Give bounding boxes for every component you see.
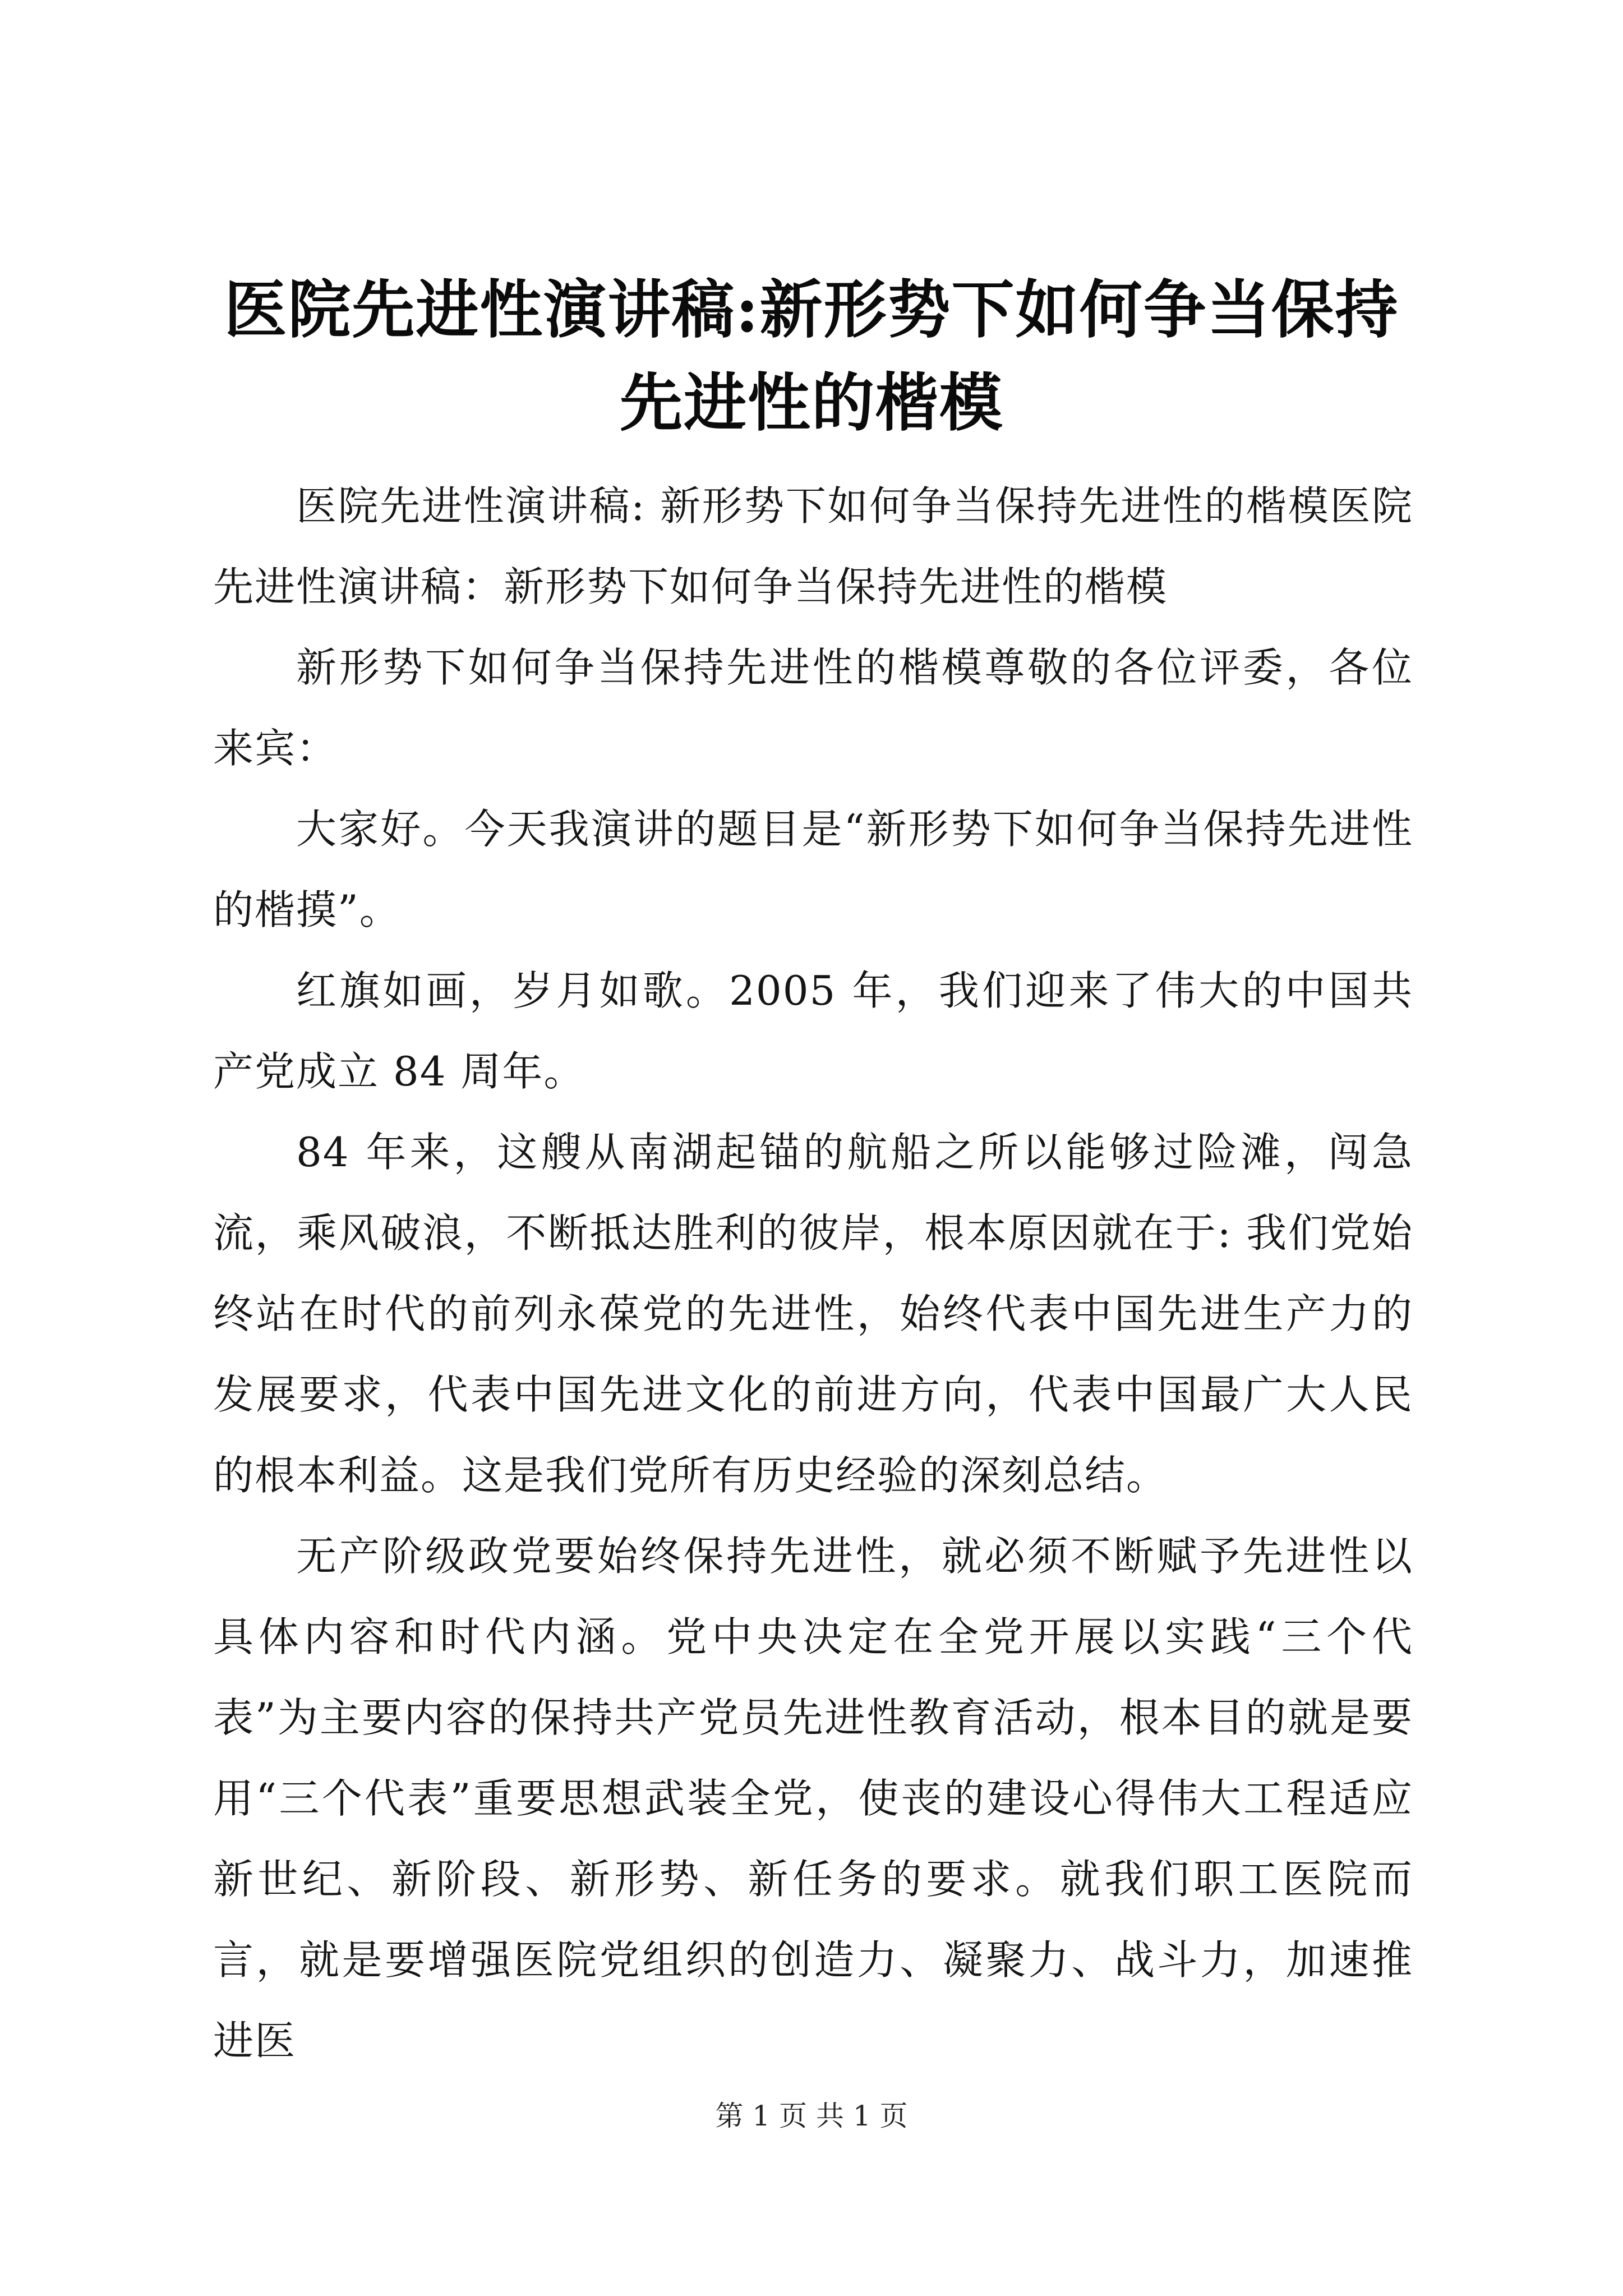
document-title: 医院先进性演讲稿:新形势下如何争当保持先进性的楷模 xyxy=(224,273,1399,440)
document-body xyxy=(213,466,1413,2081)
paragraph: 红旗如画，岁月如歌。2005 年，我们迎来了伟大的中国共产党成立 84 周年。 xyxy=(213,967,1413,1095)
paragraph: 无产阶级政党要始终保持先进性，就必须不断赋予先进性以具体内容和时代内涵。党中央决定在全党开展以实践“三个代表”为主要内容的保持共产党员先进性教育活动，根本目的就是要用“三个代表”重要思想武装全党，使丧的建设心得伟大工程适应新世纪、新阶段、新形势、新任务的要求。就我们职工医院而言，就是要增强医院党组织的创造力、凝聚力、战斗力，加速推进医 xyxy=(213,1533,1413,2064)
paragraph: 医院先进性演讲稿: 新形势下如何争当保持先进性的楷模医院先进性演讲稿：新形势下如何争当保持先进性的楷模 xyxy=(213,482,1413,610)
paragraph: 大家好。今天我演讲的题目是“新形势下如何争当保持先进性的楷摸”。 xyxy=(213,806,1413,933)
paragraph: 新形势下如何争当保持先进性的楷模尊敬的各位评委，各位来宾： xyxy=(213,644,1413,772)
page-footer: 第 1 页 共 1 页 xyxy=(715,2100,908,2132)
paragraph: 84 年来，这艘从南湖起锚的航船之所以能够过险滩，闯急流，乘风破浪，不断抵达胜利的彼岸，根本原因就在于: 我们党始终站在时代的前列永葆党的先进性，始终代表中国先进生产力的发展要求，代表中国先进文化的前进方向，代表中国最广大人民的根本利益。这是我们党所有历史经验的深刻总结。 xyxy=(213,1129,1413,1499)
